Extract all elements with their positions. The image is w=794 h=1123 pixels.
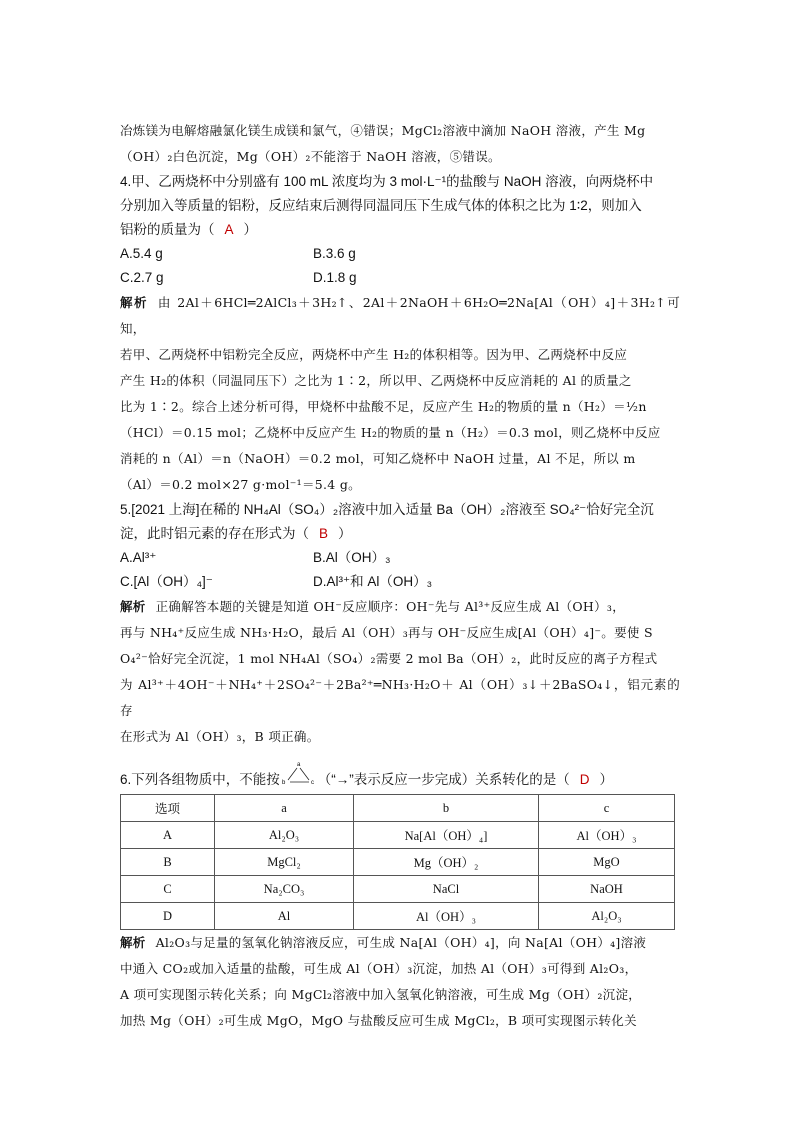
table-header-cell: a bbox=[215, 795, 354, 822]
q4-stem-prefix: 铝粉的质量为（ bbox=[120, 222, 215, 237]
table-cell: Al₂O₃ bbox=[215, 822, 354, 849]
q5-analysis-line-1: 解析 正确解答本题的关键是知道 OH⁻反应顺序：OH⁻先与 Al³⁺反应生成 Al（OH）₃， bbox=[120, 599, 626, 614]
q5-stem-line-1: 5.[2021 上海]在稀的 NH₄Al（SO₄）₂溶液中加入适量 Ba（OH）₂溶液至 SO₄²⁻恰好完全沉 bbox=[120, 502, 654, 517]
table-cell: C bbox=[121, 876, 215, 903]
q6-analysis-line-4: 加热 Mg（OH）₂可生成 MgO，MgO 与盐酸反应可生成 MgCl₂，B 项可实现图示转化关 bbox=[120, 1013, 637, 1028]
table-cell: A bbox=[121, 822, 215, 849]
q5-option-a: A.Al³⁺ bbox=[120, 550, 157, 565]
q4-stem-suffix: ） bbox=[243, 222, 258, 237]
triangle-cycle-diagram bbox=[282, 760, 316, 786]
q5-analysis-line-4: 为 Al³⁺＋4OH⁻＋NH₄⁺＋2SO₄²⁻＋2Ba²⁺═NH₃·H₂O＋ Al（OH）₃↓＋2BaSO₄↓，铝元素的存 bbox=[120, 677, 680, 718]
table-cell: Mg（OH）₂ bbox=[354, 849, 539, 876]
table-header-cell: b bbox=[354, 795, 539, 822]
table-cell: MgO bbox=[539, 849, 675, 876]
q4-option-c: C.2.7 g bbox=[120, 270, 164, 285]
table-header-row bbox=[121, 795, 675, 822]
q4-stem-line-3 bbox=[120, 218, 680, 242]
q5-answer: B bbox=[319, 526, 329, 541]
table-cell: MgCl₂ bbox=[215, 849, 354, 876]
q6-answer: D bbox=[579, 772, 590, 787]
table-cell: NaOH bbox=[539, 876, 675, 903]
table-cell: Al（OH）₃ bbox=[354, 903, 539, 930]
q5-options bbox=[120, 546, 680, 594]
table-cell: Na₂CO₃ bbox=[215, 876, 354, 903]
table-cell: Al（OH）₃ bbox=[539, 822, 675, 849]
q4-analysis-line-6: 消耗的 n（Al）＝n（NaOH）＝0.2 mol，可知乙烧杯中 NaOH 过量，Al 不足，所以 m bbox=[120, 451, 636, 466]
q5-option-d: D.Al³⁺和 Al（OH）₃ bbox=[313, 574, 433, 589]
table-cell: Na[Al（OH）₄] bbox=[354, 822, 539, 849]
table-cell: Al₂O₃ bbox=[539, 903, 675, 930]
q6-stem-suffix: ） bbox=[599, 772, 614, 787]
q5-stem-prefix: 淀，此时铝元素的存在形式为（ bbox=[120, 526, 309, 541]
table-cell: B bbox=[121, 849, 215, 876]
q4-analysis-line-7: （Al）＝0.2 mol×27 g·mol⁻¹＝5.4 g。 bbox=[120, 477, 361, 492]
q5-analysis-line-5: 在形式为 Al（OH）₃，B 项正确。 bbox=[120, 729, 320, 744]
q4-options bbox=[120, 242, 680, 290]
table-row bbox=[121, 822, 675, 849]
q4-stem-line-1: 4.甲、乙两烧杯中分别盛有 100 mL 浓度均为 3 mol·L⁻¹的盐酸与 NaOH 溶液，向两烧杯中 bbox=[120, 174, 654, 189]
table-row bbox=[121, 876, 675, 903]
q6-analysis-line-3: A 项可实现图示转化关系；向 MgCl₂溶液中加入氢氧化钠溶液，可生成 Mg（OH）₂沉淀， bbox=[120, 987, 642, 1002]
q4-option-a: A.5.4 g bbox=[120, 246, 163, 261]
table-row bbox=[121, 903, 675, 930]
q6-stem-middle: （“→”表示反应一步完成）关系转化的是（ bbox=[317, 772, 570, 787]
table-cell: Al bbox=[215, 903, 354, 930]
q5-stem-suffix: ） bbox=[338, 526, 352, 541]
tri-label-c: c bbox=[310, 780, 314, 786]
q5-analysis-label: 解析 bbox=[120, 599, 146, 614]
q4-option-b: B.3.6 g bbox=[313, 246, 356, 261]
q4-stem-line-2: 分别加入等质量的铝粉，反应结束后测得同温同压下生成气体的体积之比为 1∶2，则加入 bbox=[120, 198, 642, 213]
q6-stem-prefix: 6.下列各组物质中，不能按 bbox=[120, 772, 280, 787]
q4-analysis-line-1: 解析 由 2Al＋6HCl═2AlCl₃＋3H₂↑、2Al＋2NaOH＋6H₂O═2Na[Al（OH）₄]＋3H₂↑可知， bbox=[120, 295, 680, 336]
q4-analysis-label: 解析 bbox=[120, 295, 148, 310]
q4-option-d: D.1.8 g bbox=[313, 270, 357, 285]
intro-line-1: 冶炼镁为电解熔融氯化镁生成镁和氯气，④错误；MgCl₂溶液中滴加 NaOH 溶液，产生 Mg bbox=[120, 123, 646, 138]
table-header-cell: c bbox=[539, 795, 675, 822]
q5-analysis-line-2: 再与 NH₄⁺反应生成 NH₃·H₂O，最后 Al（OH）₃再与 OH⁻反应生成[Al（OH）₄]⁻。要使 S bbox=[120, 625, 653, 640]
q4-analysis-line-5: （HCl）＝0.15 mol；乙烧杯中反应产生 H₂的物质的量 n（H₂）＝0.3 mol，则乙烧杯中反应 bbox=[120, 425, 661, 440]
q6-stem bbox=[120, 760, 680, 792]
table-cell: NaCl bbox=[354, 876, 539, 903]
q6-analysis-label: 解析 bbox=[120, 935, 146, 950]
q4-analysis-line-4: 比为 1∶2。综合上述分析可得，甲烧杯中盐酸不足，反应产生 H₂的物质的量 n（H₂）＝½n bbox=[120, 399, 647, 414]
q5-analysis-line-3: O₄²⁻恰好完全沉淀，1 mol NH₄Al（SO₄）₂需要 2 mol Ba（OH）₂，此时反应的离子方程式 bbox=[120, 651, 658, 666]
intro-line-2: （OH）₂白色沉淀，Mg（OH）₂不能溶于 NaOH 溶液，⑤错误。 bbox=[120, 149, 501, 164]
q6-analysis-line-1: 解析 Al₂O₃与足量的氢氧化钠溶液反应，可生成 Na[Al（OH）₄]，向 Na[Al（OH）₄]溶液 bbox=[120, 935, 647, 950]
q6-analysis-line-2: 中通入 CO₂或加入适量的盐酸，可生成 Al（OH）₃沉淀，加热 Al（OH）₃可得到 Al₂O₃， bbox=[120, 961, 638, 976]
q4-analysis-line-3: 产生 H₂的体积（同温同压下）之比为 1∶2，所以甲、乙两烧杯中反应消耗的 Al 的质量之 bbox=[120, 373, 632, 388]
tri-label-b: b bbox=[281, 780, 286, 786]
q4-answer: A bbox=[224, 222, 234, 237]
q5-option-c: C.[Al（OH）₄]⁻ bbox=[120, 574, 213, 589]
table-cell: D bbox=[121, 903, 215, 930]
q5-option-b: B.Al（OH）₃ bbox=[313, 550, 391, 565]
table-row bbox=[121, 849, 675, 876]
document-page bbox=[120, 118, 680, 1034]
table-header-cell: 选项 bbox=[121, 795, 215, 822]
q5-stem-line-2 bbox=[120, 522, 680, 546]
q4-analysis-line-2: 若甲、乙两烧杯中铝粉完全反应，两烧杯中产生 H₂的体积相等。因为甲、乙两烧杯中反应 bbox=[120, 347, 628, 362]
q6-table bbox=[120, 794, 675, 930]
tri-label-a: a bbox=[296, 762, 301, 768]
